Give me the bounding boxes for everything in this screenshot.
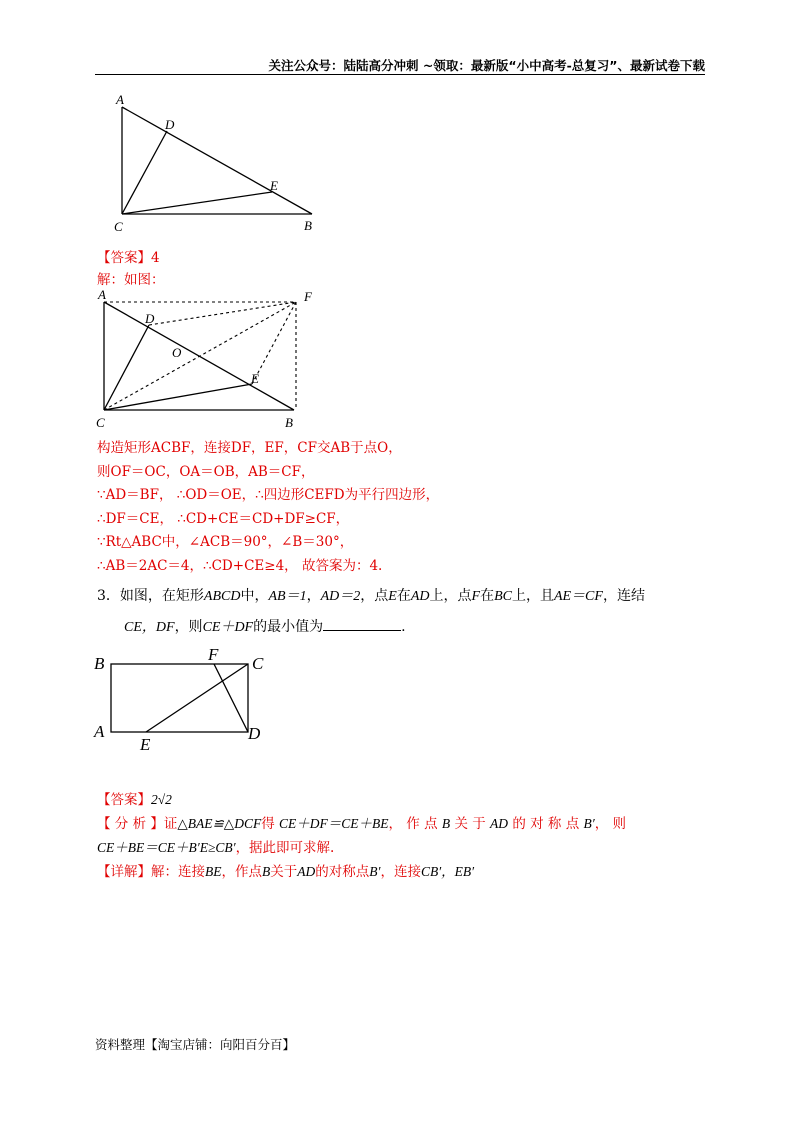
solution-line-3: ∵AD＝BF， ∴OD＝OE，∴四边形CEFD为平行四边形， bbox=[97, 487, 440, 503]
figure-rectangle-acbf bbox=[92, 288, 332, 434]
question-3-line-1: 3．如图，在矩形ABCD中，AB＝1，AD＝2，点E在AD上，点F在BC上，且AE＝CF，连结 bbox=[97, 588, 645, 604]
label-C: C bbox=[252, 654, 264, 673]
label-O: O bbox=[172, 345, 182, 360]
label-A: A bbox=[94, 722, 105, 741]
label-B: B bbox=[285, 415, 293, 430]
answer-2-tag: 【答案】4 bbox=[97, 250, 160, 266]
page-header bbox=[95, 56, 705, 75]
label-E: E bbox=[140, 735, 151, 754]
label-C: C bbox=[96, 415, 105, 430]
solution-line-4: ∴DF＝CE， ∴CD+CE＝CD+DF≥CF， bbox=[97, 511, 350, 527]
answer-blank bbox=[323, 618, 401, 631]
solution-line-6: ∴AB＝2AC＝4，∴CD+CE≥4， 故答案为：4. bbox=[97, 558, 383, 574]
analysis-line-2: CE＋BE＝CE＋B′E≥CB′，据此即可求解. bbox=[97, 840, 335, 856]
answer-3: 【答案】2√2 bbox=[97, 792, 172, 808]
question-3-line-2: CE，DF，则CE＋DF的最小值为 . bbox=[124, 619, 406, 635]
header-text: 关注公众号：陆陆高分冲刺 ~领取：最新版“小中高考-总复习”、最新试卷下载 bbox=[268, 58, 705, 73]
label-A: A bbox=[116, 92, 124, 107]
solution-line-5: ∵Rt△ABC中，∠ACB＝90°，∠B＝30°， bbox=[97, 534, 354, 550]
answer-3-value: 2√2 bbox=[151, 792, 172, 807]
page-footer: 资料整理【淘宝店铺：向阳百分百】 bbox=[95, 1037, 296, 1052]
label-D: D bbox=[165, 117, 175, 132]
figure-rectangle-abcd bbox=[90, 640, 280, 755]
answer-2-intro: 解：如图： bbox=[97, 272, 165, 288]
label-F: F bbox=[208, 645, 219, 664]
label-E: E bbox=[270, 178, 278, 193]
label-A: A bbox=[98, 287, 106, 302]
label-C: C bbox=[114, 219, 123, 234]
solution-line-2: 则OF＝OC，OA＝OB，AB＝CF， bbox=[97, 464, 315, 480]
solution-line-1: 构造矩形ACBF，连接DF，EF，CF交AB于点O， bbox=[97, 440, 402, 456]
detail-line: 【详解】解：连接BE，作点B关于AD的对称点B′，连接CB′，EB′ bbox=[97, 864, 475, 880]
figure-triangle-1 bbox=[100, 90, 330, 240]
analysis-line-1: 【 分 析 】证△BAE≌△DCF得 CE＋DF＝CE＋BE， 作 点 B 关 于 AD 的 对 称 点 B′， 则 bbox=[97, 816, 626, 832]
label-D: D bbox=[248, 724, 261, 743]
label-E: E bbox=[251, 371, 259, 386]
label-B: B bbox=[304, 218, 312, 233]
label-D: D bbox=[145, 311, 155, 326]
label-B: B bbox=[94, 654, 105, 673]
label-F: F bbox=[304, 289, 312, 304]
